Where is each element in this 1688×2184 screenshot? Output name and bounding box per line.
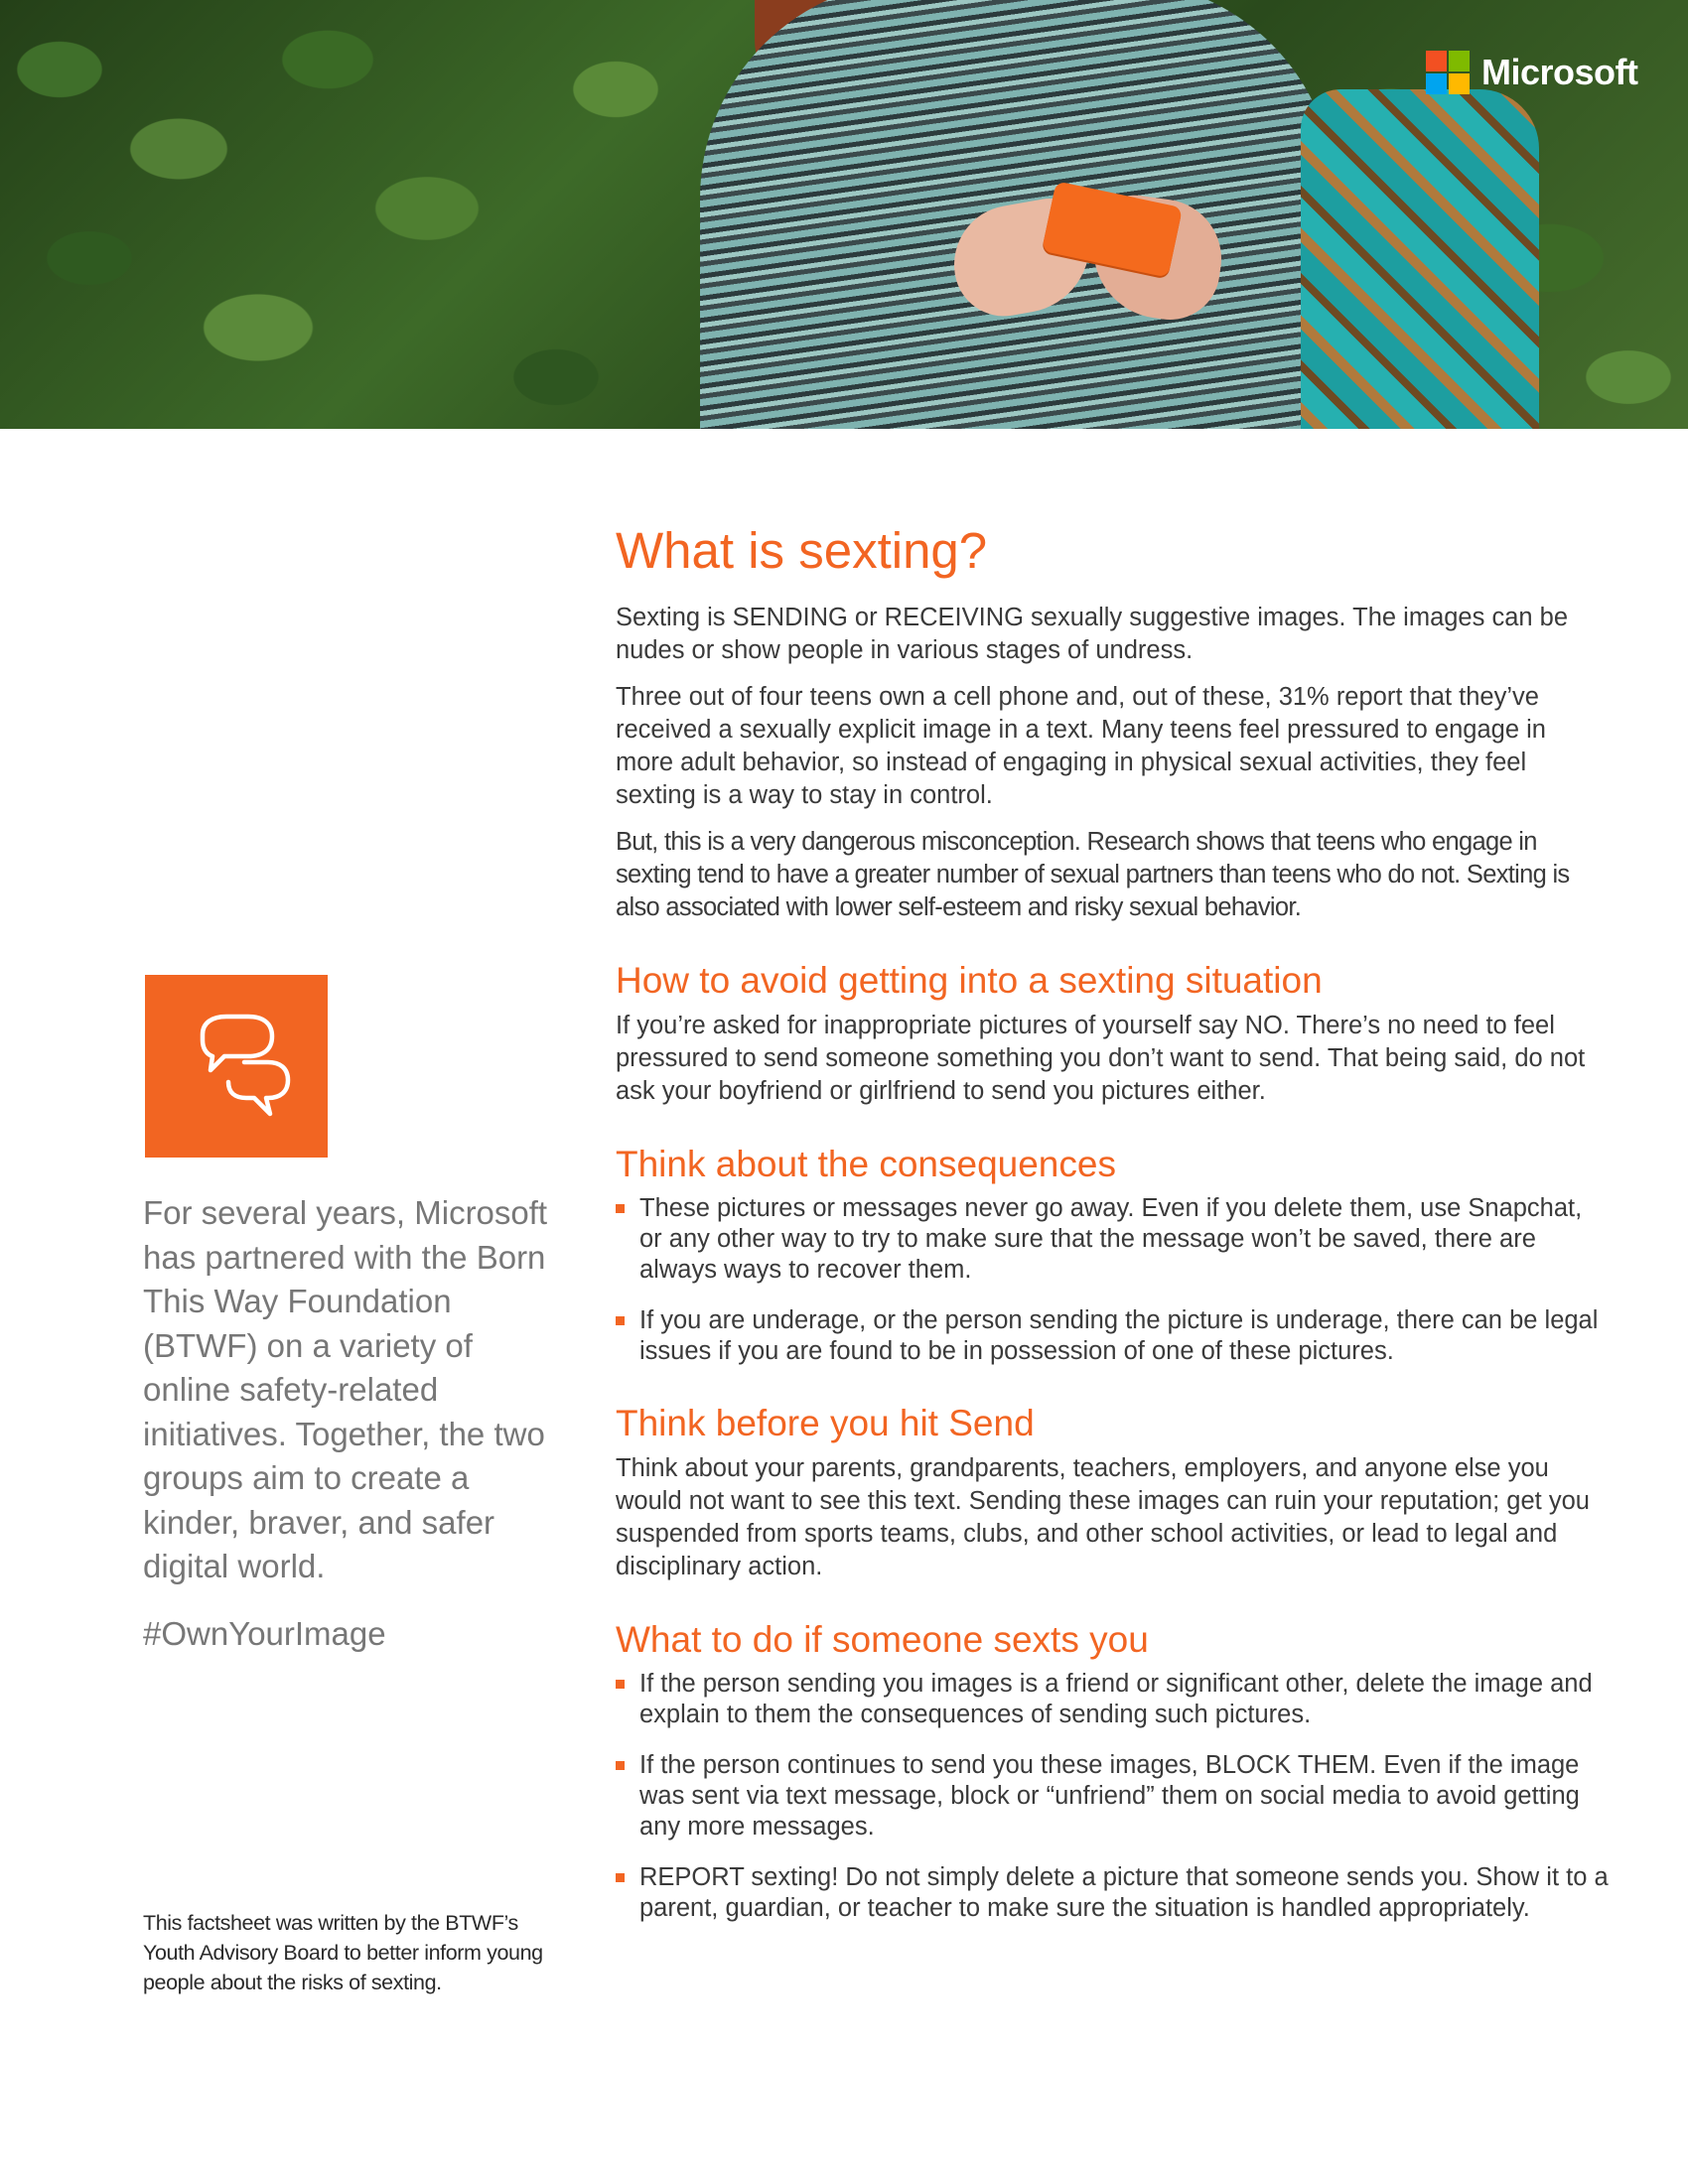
- bullet-square-icon: [616, 1761, 625, 1770]
- bullet-square-icon: [616, 1316, 625, 1325]
- logo-square-red: [1426, 51, 1447, 71]
- intro-paragraph: But, this is a very dangerous misconception. Research shows that teens who engage in sexting tend to have a greater number of sexual partners than teens who do not. Sexting is also associated with lower self-esteem and risky sexual behavior.: [616, 828, 1570, 921]
- bullet-square-icon: [616, 1873, 625, 1882]
- logo-square-blue: [1426, 73, 1447, 94]
- page-title: What is sexting?: [616, 522, 988, 579]
- intro-paragraph: Three out of four teens own a cell phone and, out of these, 31% report that they’ve received a sexually explicit image in a text. Many teens feel pressured to engage in more adult behavior, so instead of engaging in physical sexual activities, they feel sexting is a way to stay in control.: [616, 683, 1546, 809]
- list-item-text: If the person continues to send you these images, BLOCK THEM. Even if the image was sent via text message, block or “unfriend” them on social media to avoid getting any more messages.: [639, 1751, 1580, 1841]
- list-item: [616, 1305, 1609, 1367]
- section-heading: What to do if someone sexts you: [616, 1619, 1149, 1660]
- hashtag: #OwnYourImage: [143, 1615, 386, 1652]
- main-content: [616, 520, 1609, 1944]
- section-consequences: [616, 1142, 1609, 1367]
- list-item: [616, 1193, 1609, 1286]
- list-item: [616, 1862, 1609, 1924]
- sidebar-quote: For several years, Microsoft has partnered with the Born This Way Foundation (BTWF) on a variety of online safety-related initiatives. Together, the two groups aim to create a kinder, braver, and safer digital world.: [143, 1194, 548, 1584]
- logo-square-green: [1449, 51, 1470, 71]
- section-avoid: [616, 958, 1609, 1108]
- backpack-shape: [1301, 89, 1539, 429]
- microsoft-wordmark: Microsoft: [1481, 52, 1638, 92]
- logo-square-yellow: [1449, 73, 1470, 94]
- bullet-list: [616, 1193, 1609, 1367]
- chat-bubbles-icon: [145, 975, 328, 1158]
- list-item-text: REPORT sexting! Do not simply delete a picture that someone sends you. Show it to a parent, guardian, or teacher to make sure the situation is handled appropriately.: [639, 1863, 1609, 1922]
- microsoft-squares-icon: [1426, 51, 1470, 94]
- section-heading: Think about the consequences: [616, 1144, 1116, 1184]
- list-item-text: If the person sending you images is a friend or significant other, delete the image and explain to them the consequences of sending such pictures.: [639, 1670, 1593, 1728]
- section-paragraph: If you’re asked for inappropriate pictures of yourself say NO. There’s no need to feel pressured to send someone something you don’t want to send. That being said, do not ask your boyfriend or girlfriend to send you pictures either.: [616, 1012, 1586, 1105]
- section-heading: How to avoid getting into a sexting situation: [616, 960, 1323, 1001]
- chat-tile: [145, 975, 328, 1158]
- list-item: [616, 1669, 1609, 1730]
- section-heading: Think before you hit Send: [616, 1403, 1035, 1443]
- section-if-sexted: [616, 1617, 1609, 1924]
- hero-photo: [0, 0, 1688, 429]
- bullet-square-icon: [616, 1204, 625, 1213]
- bullet-list: [616, 1669, 1609, 1924]
- intro-paragraph: Sexting is SENDING or RECEIVING sexually suggestive images. The images can be nudes or show people in various stages of undress.: [616, 604, 1569, 664]
- section-paragraph: Think about your parents, grandparents, teachers, employers, and anyone else you would not want to see this text. Sending these images can ruin your reputation; get you suspended from sports teams, clubs, and other school activities, or lead to legal and disciplinary action.: [616, 1454, 1590, 1580]
- bullet-square-icon: [616, 1680, 625, 1689]
- footnote: This factsheet was written by the BTWF’s Youth Advisory Board to better inform young people about the risks of sexting.: [143, 1911, 543, 1994]
- microsoft-logo: [1426, 50, 1638, 95]
- list-item-text: If you are underage, or the person sending the picture is underage, there can be legal issues if you are found to be in possession of one of these pictures.: [639, 1306, 1599, 1365]
- list-item-text: These pictures or messages never go away. Even if you delete them, use Snapchat, or any other way to try to make sure that the message won’t be saved, there are always ways to recover them.: [639, 1194, 1583, 1284]
- section-before-send: [616, 1401, 1609, 1583]
- list-item: [616, 1750, 1609, 1843]
